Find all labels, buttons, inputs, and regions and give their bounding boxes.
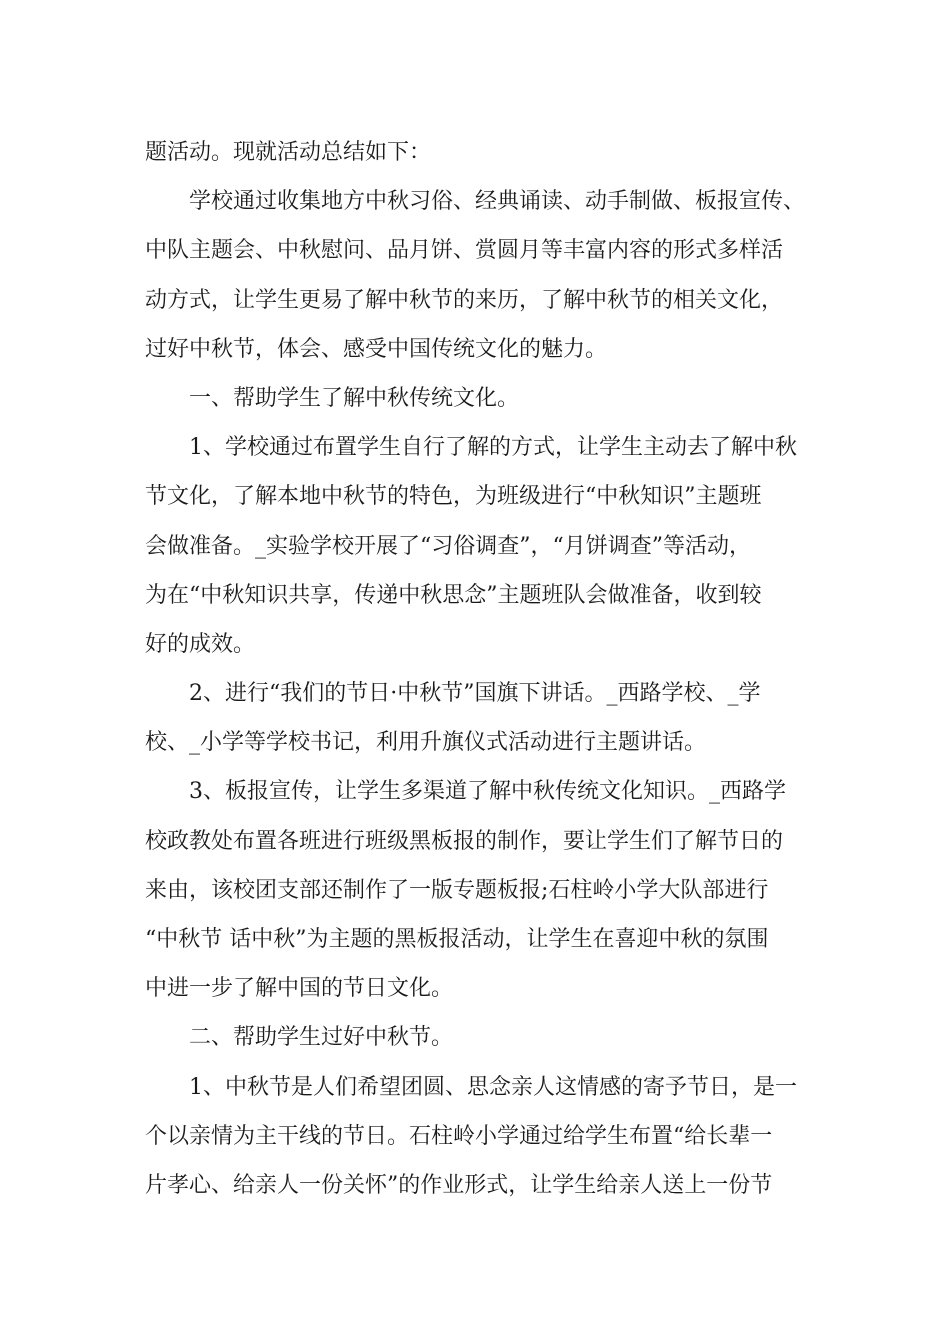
text-line: 题活动。现就活动总结如下： [145,140,432,165]
text-line: 个以亲情为主干线的节日。石柱岭小学通过给学生布置“给长辈一 [145,1123,773,1149]
text-line: 中队主题会、中秋慰问、品月饼、赏圆月等丰富内容的形式多样活 [145,238,784,264]
text-line: 为在“中秋知识共享，传递中秋思念”主题班队会做准备，收到较 [145,582,762,608]
text-line: “中秋节 话中秋”为主题的黑板报活动，让学生在喜迎中秋的氛围 [145,927,769,952]
document-body [145,128,835,1210]
text-line: 1、学校通过布置学生自行了解的方式，让学生主动去了解中秋 [189,435,797,461]
text-line: 来由，该校团支部还制作了一版专题板报;石柱岭小学大队部进行 [145,877,769,903]
text-line: 动方式，让学生更易了解中秋节的来历，了解中秋节的相关文化， [145,287,784,313]
text-line: 校、_小学等学校书记，利用升旗仪式活动进行主题讲话。 [145,730,707,756]
text-line: 中进一步了解中国的节日文化。 [145,976,454,1002]
text-line: 学校通过收集地方中秋习俗、经典诵读、动手制做、板报宣传、 [189,189,806,215]
text-line: 1、中秋节是人们希望团圆、思念亲人这情感的寄予节日，是一 [189,1074,797,1100]
text-line: 好的成效。 [145,631,256,657]
text-line: 校政教处布置各班进行班级黑板报的制作，要让学生们了解节日的 [145,828,784,854]
text-line: 会做准备。_实验学校开展了“习俗调查”，“月饼调查”等活动， [145,533,751,559]
text-line: 节文化，了解本地中秋节的特色，为班级进行“中秋知识”主题班 [145,484,762,510]
section-heading: 一、帮助学生了解中秋传统文化。 [189,385,520,411]
text-line: 2、进行“我们的节日·中秋节”国旗下讲话。_西路学校、_学 [189,681,761,707]
text-line: 片孝心、给亲人一份关怀”的作业形式，让学生给亲人送上一份节 [145,1172,773,1198]
text-line: 3、板报宣传，让学生多渠道了解中秋传统文化知识。_西路学 [189,779,786,805]
section-heading: 二、帮助学生过好中秋节。 [189,1025,454,1051]
text-line: 过好中秋节，体会、感受中国传统文化的魅力。 [145,336,608,362]
